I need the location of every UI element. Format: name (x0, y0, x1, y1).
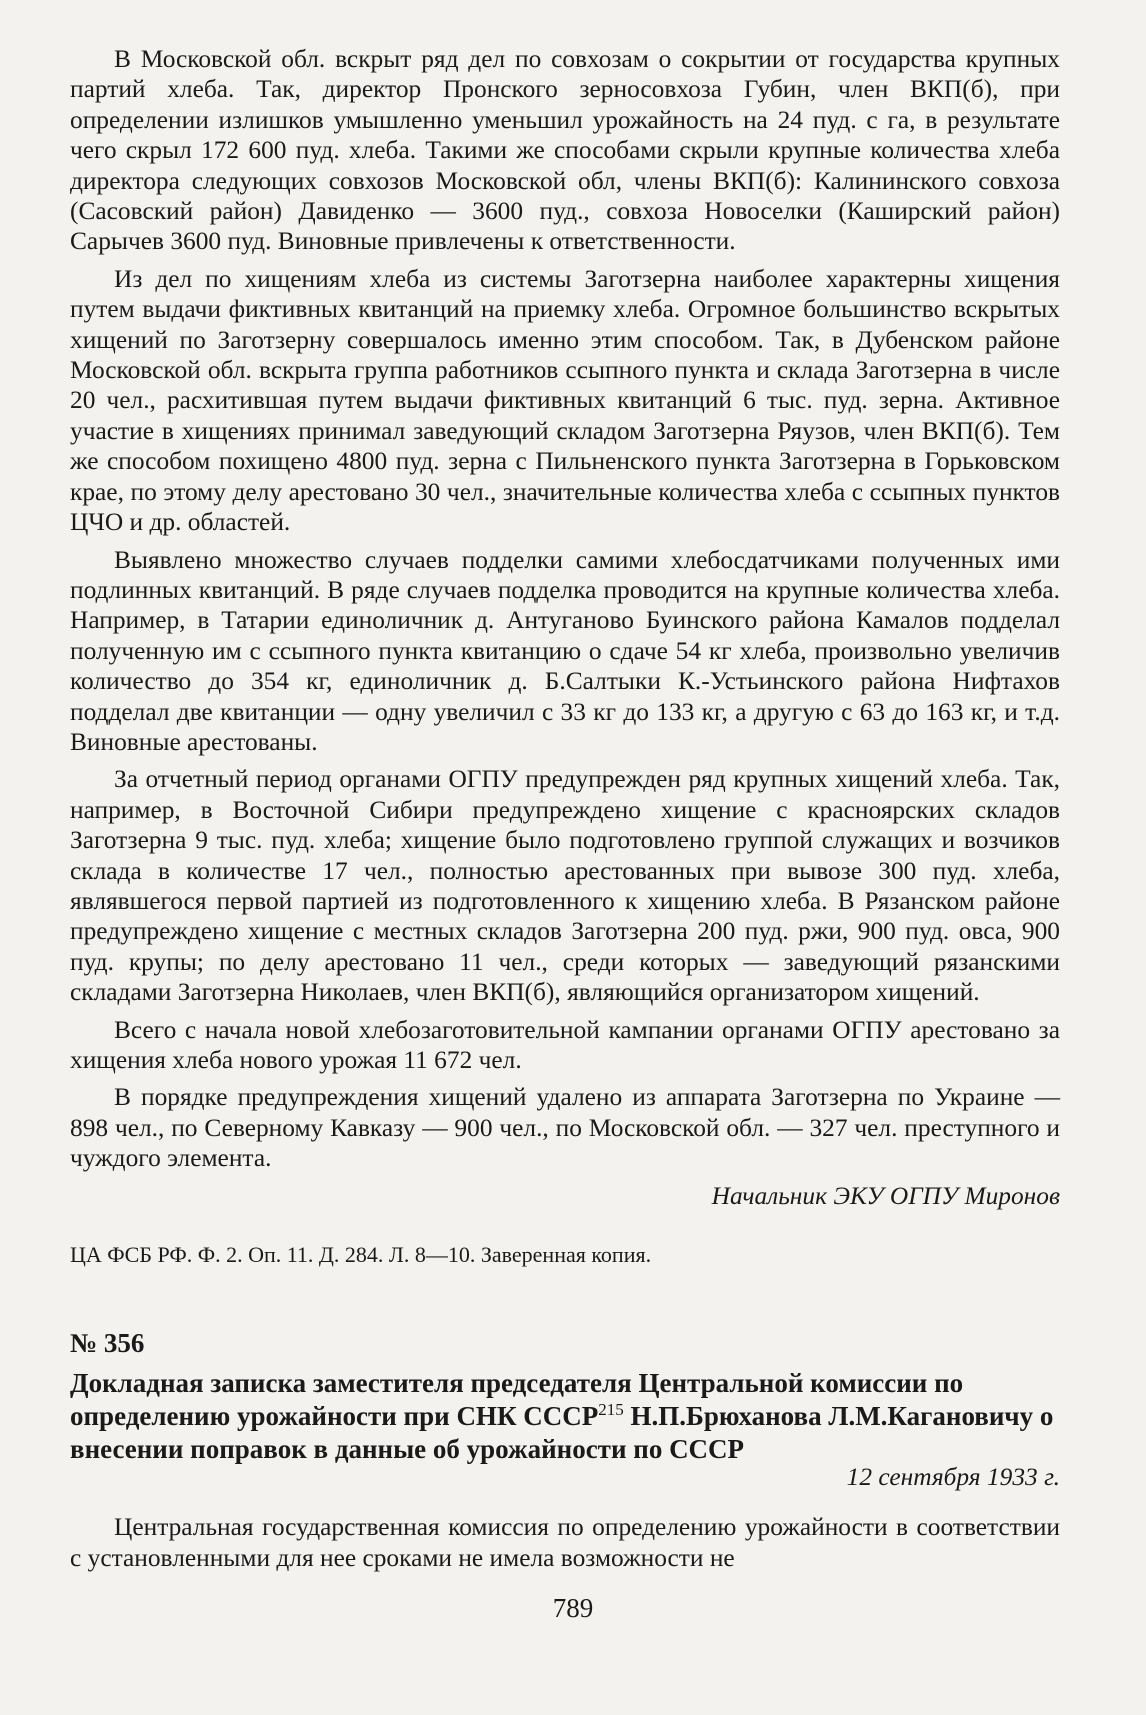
paragraph: Из дел по хищениям хлеба из системы Заготзерна наиболее характерны хищения путем выдачи фиктивных квитанций на приемку хлеба. Огромное большинство вскрытых хищений по Заготзерну совершалось именно этим способом. Так, в Дубенском районе Московской обл. вскрыта группа работников ссыпного пункта и склада Заготзерна в числе 20 чел., расхитившая путем выдачи фиктивных квитанций 6 тыс. пуд. зерна. Активное участие в хищениях принимал заведующий складом Заготзерна Ряузов, член ВКП(б). Тем же способом похищено 4800 пуд. зерна с Пильненского пункта Заготзерна в Горьковском крае, по этому делу арестовано 30 чел., значительные количества хлеба с ссыпных пунктов ЦЧО и др. областей. (70, 264, 1060, 537)
paragraph: За отчетный период органами ОГПУ предупрежден ряд крупных хищений хлеба. Так, например, в Восточной Сибири предупреждено хищение с красноярских складов Заготзерна 9 тыс. пуд. хлеба; хищение было подготовлено группой служащих и возчиков склада в количестве 17 чел., полностью арестованных при вывозе 300 пуд. хлеба, являвшегося первой партией из подготовленного к хищению хлеба. В Рязанском районе предупреждено хищение с местных складов Заготзерна 200 пуд. ржи, 900 пуд. овса, 900 пуд. крупы; по делу арестовано 11 чел., среди которых — заведующий рязанскими складами Заготзерна Николаев, член ВКП(б), являющийся организатором хищений. (70, 765, 1060, 1007)
page-number: 789 (552, 1593, 594, 1623)
signature: Начальник ЭКУ ОГПУ Миронов (711, 1181, 1060, 1210)
paragraph: Центральная государственная комиссия по определению урожайности в соответствии с установленными для нее сроками не имела возможности не (70, 1513, 1060, 1572)
footnote-marker: 215 (598, 1400, 624, 1420)
paragraph: Выявлено множество случаев подделки самими хлебосдатчиками полученных ими подлинных квитанций. В ряде случаев подделка проводится на крупные количества хлеба. Например, в Татарии единоличник д. Антуганово Буинского района Камалов подделал полученную им с ссыпного пункта квитанцию о сдаче 54 кг хлеба, произвольно увеличив количество до 354 кг, единоличник д. Б.Салтыки К.-Устьинского района Нифтахов подделал две квитанции — одну увеличил с 33 кг до 133 кг, а другую с 63 до 163 кг, и т.д. Виновные арестованы. (70, 545, 1060, 756)
paragraph: В Московской обл. вскрыт ряд дел по совхозам о сокрытии от государства крупных партий хлеба. Так, директор Пронского зерносовхоза Губин, член ВКП(б), при определении излишков умышленно уменьшил урожайность на 24 пуд. с га, в результате чего скрыл 172 600 пуд. хлеба. Такими же способами скрыли крупные количества хлеба директора следующих совхозов Московской обл, члены ВКП(б): Калининского совхоза (Сасовский район) Давиденко — 3600 пуд., совхоза Новоселки (Каширский район) Сарычев 3600 пуд. Виновные привлечены к ответственности. (70, 45, 1060, 256)
document-title-part-1: Докладная записка заместителя председателя Центральной комиссии по определению урожайности при СНК СССР (70, 1368, 964, 1432)
document-date: 12 сентября 1933 г. (846, 1463, 1060, 1492)
paragraph: В порядке предупреждения хищений удалено из аппарата Заготзерна по Украине — 898 чел., по Северному Кавказу — 900 чел., по Московской обл. — 327 чел. преступного и чуждого элемента. (70, 1083, 1060, 1173)
archive-source: ЦА ФСБ РФ. Ф. 2. Оп. 11. Д. 284. Л. 8—10. Заверенная копия. (70, 1242, 652, 1268)
document-body (70, 1512, 1060, 1573)
document-title (70, 1367, 1060, 1466)
paragraph: Всего с начала новой хлебозаготовительной кампании органами ОГПУ арестовано за хищения хлеба нового урожая 11 672 чел. (70, 1015, 1060, 1074)
document-title-part-2: Н.П.Брюханова Л.М.Кагановичу о внесении поправок в данные об урожайности по СССР (70, 1401, 1054, 1465)
report-body (70, 44, 1060, 1211)
document-number: № 356 (70, 1328, 145, 1359)
